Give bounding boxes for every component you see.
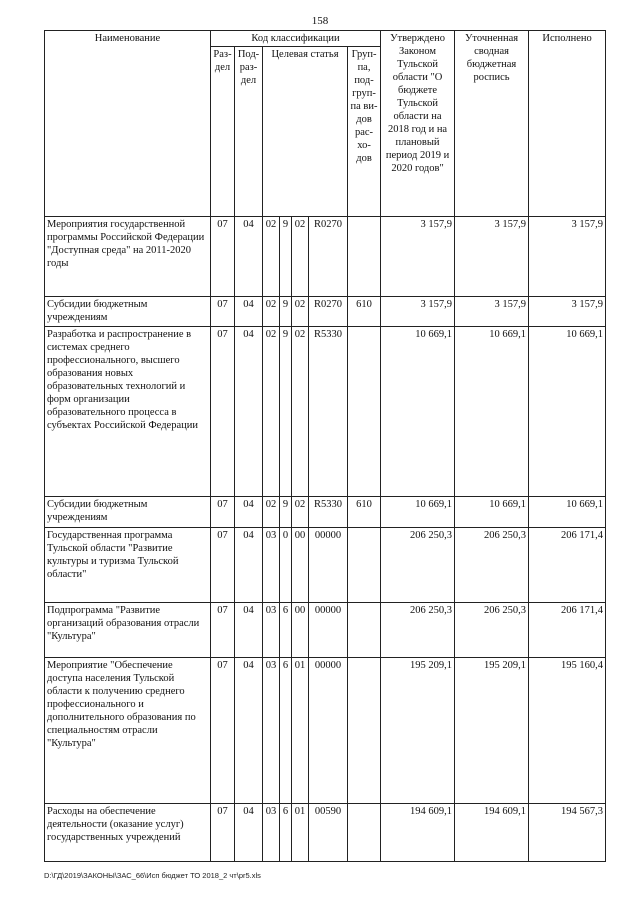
row-executed: 3 157,9 — [529, 297, 606, 327]
row-target-event: 00 — [292, 603, 309, 658]
row-target-program: 02 — [263, 327, 280, 497]
table-row — [45, 327, 606, 497]
header-revised: Уточненная сводная бюджетная роспись — [455, 31, 529, 217]
row-target-direction: R0270 — [309, 217, 348, 297]
row-section: 07 — [211, 327, 235, 497]
row-target-program: 02 — [263, 297, 280, 327]
row-subsection: 04 — [235, 497, 263, 528]
row-target-direction: R5330 — [309, 327, 348, 497]
row-approved: 194 609,1 — [381, 804, 455, 862]
row-expense-group — [348, 658, 381, 804]
row-section: 07 — [211, 497, 235, 528]
row-target-program: 03 — [263, 658, 280, 804]
row-target-direction: 00000 — [309, 603, 348, 658]
table-row — [45, 658, 606, 804]
header-section: Раз-дел — [211, 47, 235, 217]
row-target-program: 03 — [263, 804, 280, 862]
row-approved: 10 669,1 — [381, 327, 455, 497]
row-target-subprogram: 6 — [280, 658, 292, 804]
row-target-program: 02 — [263, 217, 280, 297]
row-executed: 194 567,3 — [529, 804, 606, 862]
row-name: Подпрограмма "Развитие организаций образования отрасли "Культура" — [45, 603, 211, 658]
row-revised: 3 157,9 — [455, 217, 529, 297]
row-target-program: 03 — [263, 528, 280, 603]
row-expense-group — [348, 804, 381, 862]
table-row — [45, 497, 606, 528]
row-subsection: 04 — [235, 327, 263, 497]
row-target-subprogram: 9 — [280, 297, 292, 327]
header-approved: Утверждено Законом Тульской области "О бюджете Тульской области на 2018 год и на плановый период 2019 и 2020 годов" — [381, 31, 455, 217]
row-expense-group — [348, 217, 381, 297]
header-subsection: Под-раз-дел — [235, 47, 263, 217]
row-expense-group: 610 — [348, 297, 381, 327]
row-target-event: 00 — [292, 528, 309, 603]
row-target-subprogram: 9 — [280, 217, 292, 297]
row-target-direction: R5330 — [309, 497, 348, 528]
row-name: Мероприятия государственной программы Российской Федерации "Доступная среда" на 2011-2020 годы — [45, 217, 211, 297]
row-subsection: 04 — [235, 528, 263, 603]
table-row — [45, 528, 606, 603]
row-expense-group: 610 — [348, 497, 381, 528]
row-expense-group — [348, 327, 381, 497]
row-name: Мероприятие "Обеспечение доступа населения Тульской области к получению среднего профессионального и дополнительного образования по специальностям отрасли "Культура" — [45, 658, 211, 804]
header-executed: Исполнено — [529, 31, 606, 217]
row-approved: 206 250,3 — [381, 603, 455, 658]
row-name: Субсидии бюджетным учреждениям — [45, 297, 211, 327]
row-target-subprogram: 6 — [280, 804, 292, 862]
row-target-direction: 00000 — [309, 528, 348, 603]
row-executed: 206 171,4 — [529, 603, 606, 658]
row-revised: 10 669,1 — [455, 327, 529, 497]
row-target-subprogram: 6 — [280, 603, 292, 658]
row-executed: 195 160,4 — [529, 658, 606, 804]
row-revised: 3 157,9 — [455, 297, 529, 327]
row-target-event: 02 — [292, 327, 309, 497]
row-revised: 10 669,1 — [455, 497, 529, 528]
page-number: 158 — [311, 15, 329, 27]
row-subsection: 04 — [235, 658, 263, 804]
row-subsection: 04 — [235, 603, 263, 658]
row-target-program: 02 — [263, 497, 280, 528]
row-approved: 3 157,9 — [381, 297, 455, 327]
row-executed: 10 669,1 — [529, 327, 606, 497]
table-row — [45, 804, 606, 862]
row-target-event: 02 — [292, 297, 309, 327]
row-section: 07 — [211, 297, 235, 327]
row-target-event: 02 — [292, 217, 309, 297]
row-name: Расходы на обеспечение деятельности (оказание услуг) государственных учреждений — [45, 804, 211, 862]
row-executed: 10 669,1 — [529, 497, 606, 528]
table-row — [45, 297, 606, 327]
row-target-subprogram: 9 — [280, 497, 292, 528]
row-target-event: 02 — [292, 497, 309, 528]
footer-file-path: D:\ГД\2019\ЗАКОНЫ\ЗАС_66\Исп бюджет ТО 2018_2 чт\pr5.xls — [44, 871, 261, 880]
row-target-direction: 00590 — [309, 804, 348, 862]
row-target-subprogram: 9 — [280, 327, 292, 497]
table-row — [45, 603, 606, 658]
row-name: Субсидии бюджетным учреждениям — [45, 497, 211, 528]
header-expense-group: Груп-па, под-груп-па ви-дов рас-хо-дов — [348, 47, 381, 217]
row-expense-group — [348, 603, 381, 658]
row-name: Государственная программа Тульской области "Развитие культуры и туризма Тульской области" — [45, 528, 211, 603]
table-row — [45, 217, 606, 297]
row-approved: 10 669,1 — [381, 497, 455, 528]
row-executed: 206 171,4 — [529, 528, 606, 603]
row-target-event: 01 — [292, 658, 309, 804]
header-code-group: Код классификации — [211, 31, 381, 47]
budget-table — [44, 30, 606, 862]
row-subsection: 04 — [235, 804, 263, 862]
row-target-event: 01 — [292, 804, 309, 862]
row-revised: 194 609,1 — [455, 804, 529, 862]
row-approved: 3 157,9 — [381, 217, 455, 297]
row-subsection: 04 — [235, 297, 263, 327]
row-section: 07 — [211, 603, 235, 658]
row-subsection: 04 — [235, 217, 263, 297]
row-section: 07 — [211, 804, 235, 862]
row-target-subprogram: 0 — [280, 528, 292, 603]
row-section: 07 — [211, 658, 235, 804]
row-target-direction: R0270 — [309, 297, 348, 327]
header-name: Наименование — [45, 31, 211, 217]
row-target-program: 03 — [263, 603, 280, 658]
row-section: 07 — [211, 217, 235, 297]
row-target-direction: 00000 — [309, 658, 348, 804]
row-expense-group — [348, 528, 381, 603]
row-name: Разработка и распространение в системах среднего профессионального, высшего образования новых образовательных технологий и форм организации образовательного процесса в субъектах Российской Федерации — [45, 327, 211, 497]
row-approved: 206 250,3 — [381, 528, 455, 603]
row-section: 07 — [211, 528, 235, 603]
row-revised: 206 250,3 — [455, 528, 529, 603]
row-revised: 206 250,3 — [455, 603, 529, 658]
row-executed: 3 157,9 — [529, 217, 606, 297]
row-approved: 195 209,1 — [381, 658, 455, 804]
row-revised: 195 209,1 — [455, 658, 529, 804]
header-target-item: Целевая статья — [263, 47, 348, 217]
